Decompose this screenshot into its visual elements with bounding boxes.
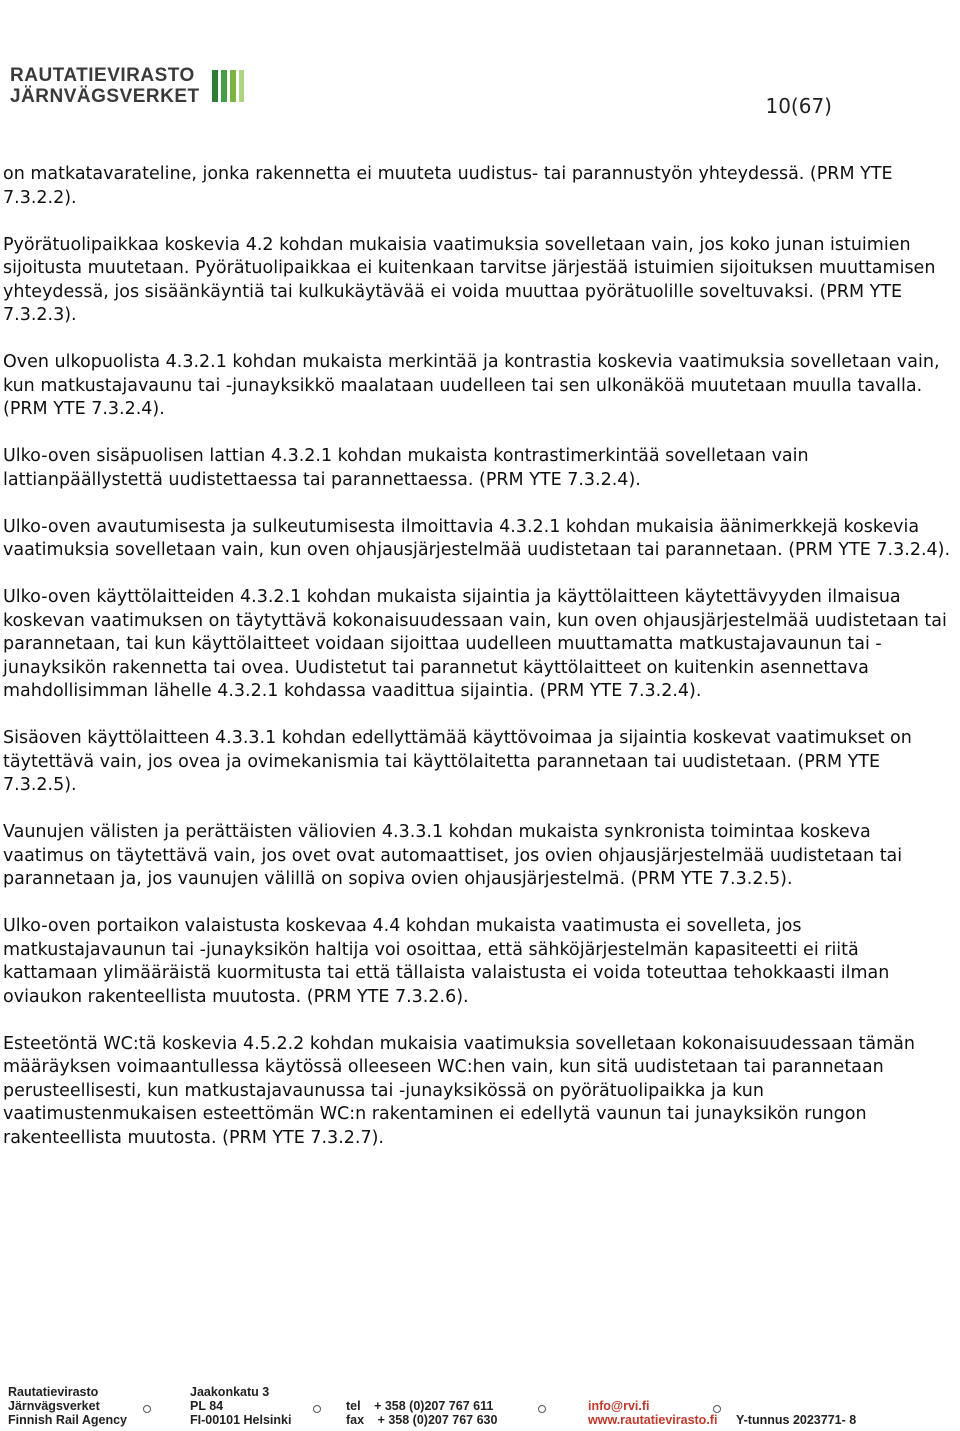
footer-email-link[interactable]: info@rvi.fi: [588, 1399, 650, 1413]
separator-dot-icon: [313, 1405, 321, 1413]
footer-org-name-en: Finnish Rail Agency: [8, 1413, 128, 1427]
footer-tel-label: tel: [346, 1399, 361, 1413]
footer-fax-label: fax: [346, 1413, 365, 1427]
page-number: 10(67): [765, 94, 832, 118]
footer-fax-value: + 358 (0)207 767 630: [377, 1413, 498, 1427]
logo-line-1: RAUTATIEVIRASTO: [10, 65, 195, 86]
separator-dot-icon: [538, 1405, 546, 1413]
footer-organization: [8, 1385, 127, 1427]
paragraph: Ulko-oven käyttölaitteiden 4.3.2.1 kohdan mukaista sijaintia ja käyttölaitteen käytettävyyden ilmaisua koskevan vaatimuksen on täytyttävä kokonaisuudessaan vain, kun oven ohjausjärjestelmää uudistetaan tai parannetaan, tai kun käyttölaitteet voidaan sijoittaa uudelleen muuttamatta matkustajavaunun tai -junayksikön rakennetta tai ovea. Uudistetut tai parannetut käyttölaitteet on kuitenkin asennettava mahdollisimman lähelle 4.3.2.1 kohdassa vaadittua sijaintia. (PRM YTE 7.3.2.4).: [3, 587, 947, 701]
paragraph: Ulko-oven avautumisesta ja sulkeutumisesta ilmoittavia 4.3.2.1 kohdan mukaisia äänimerkkejä koskevia vaatimuksia sovelletaan vain, kun oven ohjausjärjestelmää uudistetaan tai parannetaan. (PRM YTE 7.3.2.4).: [3, 516, 951, 560]
footer-website-link[interactable]: www.rautatievirasto.fi: [588, 1413, 718, 1427]
footer-phone: [346, 1399, 497, 1427]
footer-org-name-sv: Järnvägsverket: [8, 1399, 100, 1413]
paragraph: on matkatavarateline, jonka rakennetta ei muuteta uudistus- tai parannustyön yhteydessä. (PRM YTE 7.3.2.2).: [3, 164, 893, 208]
paragraph: Ulko-oven portaikon valaistusta koskevaa 4.4 kohdan mukaista vaatimusta ei sovelleta, jos matkustajavaunun tai -junayksikön haltija voi osoittaa, että sähköjärjestelmän kapasiteetti ei riitä kattamaan ylimääräistä kuormitusta tai että tällaista valaistusta ei voida toteuttaa tehokkaasti ilman oviaukon rakenteellista muutosta. (PRM YTE 7.3.2.6).: [3, 916, 890, 1007]
separator-dot-icon: [713, 1405, 721, 1413]
document-body: [3, 163, 953, 1174]
paragraph: Ulko-oven sisäpuolisen lattian 4.3.2.1 kohdan mukaista kontrastimerkintää sovelletaan vain lattianpäällystettä uudistettaessa tai parannettaessa. (PRM YTE 7.3.2.4).: [3, 446, 809, 490]
logo-stripes-icon: [210, 66, 246, 106]
footer-business-id: Y-tunnus 2023771- 8: [736, 1413, 857, 1427]
footer-org-name-fi: Rautatievirasto: [8, 1385, 99, 1399]
separator-dot-icon: [143, 1405, 151, 1413]
agency-logo: [10, 65, 246, 107]
footer-street: Jaakonkatu 3: [190, 1385, 270, 1399]
footer-city: FI-00101 Helsinki: [190, 1413, 292, 1427]
footer-pobox: PL 84: [190, 1399, 224, 1413]
paragraph: Vaunujen välisten ja perättäisten väliovien 4.3.3.1 kohdan mukaista synkronista toimintaa koskeva vaatimus on täytettävä vain, jos ovet ovat automaattiset, jos ovien ohjausjärjestelmää uudistetaan tai parannetaan ja, jos vaunujen välillä on sopiva ovien ohjausjärjestelmä. (PRM YTE 7.3.2.5).: [3, 822, 903, 889]
paragraph: Esteetöntä WC:tä koskevia 4.5.2.2 kohdan mukaisia vaatimuksia sovelletaan kokonaisuudessaan tämän määräyksen voimaantullessa käytössä olleeseen WC:hen vain, kun sitä uudistetaan tai parannetaan perusteellisesti, kun matkustajavaunussa tai -junayksikössä on pyörätuolipaikka ja kun vaatimustenmukaisen esteettömän WC:n rakentaminen ei edellytä vaunun tai junayksikön rungon rakenteellista muutosta. (PRM YTE 7.3.2.7).: [3, 1033, 915, 1148]
paragraph: Sisäoven käyttölaitteen 4.3.3.1 kohdan edellyttämää käyttövoimaa ja sijaintia koskevat vaatimukset on täytettävä vain, jos ovea ja ovimekanismia tai käyttölaitetta parannetaan tai uudistetaan. (PRM YTE 7.3.2.5).: [3, 728, 912, 795]
footer-contact: [588, 1399, 717, 1427]
paragraph: Pyörätuolipaikkaa koskevia 4.2 kohdan mukaisia vaatimuksia sovelletaan vain, jos koko junan istuimien sijoitusta muutetaan. Pyörätuolipaikkaa ei kuitenkaan tarvitse järjestää istuimien sijoituksen muuttamisen yhteydessä, jos sisäänkäyntiä tai kulkukäytävää ei voida muuttaa pyörätuolille soveltuvaksi. (PRM YTE 7.3.2.3).: [3, 234, 936, 325]
page-footer: [8, 1385, 958, 1431]
footer-tel-value: + 358 (0)207 767 611: [374, 1399, 494, 1413]
logo-line-2: JÄRNVÄGSVERKET: [10, 86, 200, 107]
footer-address: [190, 1385, 291, 1427]
paragraph: Oven ulkopuolista 4.3.2.1 kohdan mukaista merkintää ja kontrastia koskevia vaatimuksia sovelletaan vain, kun matkustajavaunu tai -junayksikkö maalataan uudelleen tai sen ulkonäköä muutetaan muulla tavalla. (PRM YTE 7.3.2.4).: [3, 352, 940, 419]
logo-wordmark: [10, 65, 200, 107]
